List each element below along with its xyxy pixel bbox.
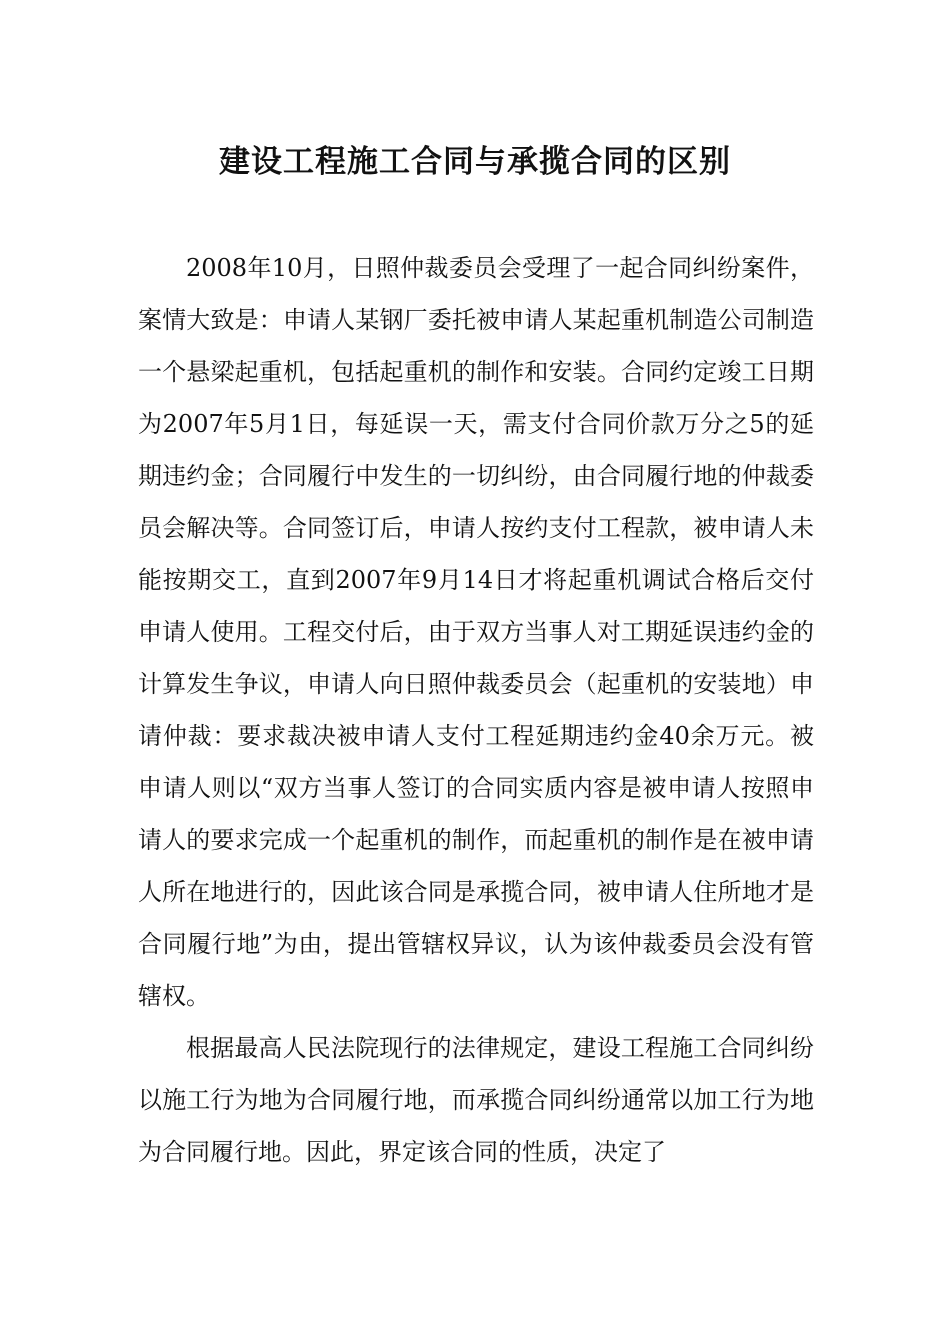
document-body [138,242,814,1178]
paragraph-legal-basis: 根据最高人民法院现行的法律规定，建设工程施工合同纠纷以施工行为地为合同履行地，而承揽合同纠纷通常以加工行为地为合同履行地。因此，界定该合同的性质，决定了 [138,1034,814,1166]
document-title: 建设工程施工合同与承揽合同的区别 [219,144,731,180]
paragraph-case-facts: 2008年10月，日照仲裁委员会受理了一起合同纠纷案件，案情大致是：申请人某钢厂委托被申请人某起重机制造公司制造一个悬梁起重机，包括起重机的制作和安装。合同约定竣工日期为2007年5月1日，每延误一天，需支付合同价款万分之5的延期违约金；合同履行中发生的一切纠纷，由合同履行地的仲裁委员会解决等。合同签订后，申请人按约支付工程款，被申请人未能按期交工，直到2007年9月14日才将起重机调试合格后交付申请人使用。工程交付后，由于双方当事人对工期延误违约金的计算发生争议，申请人向日照仲裁委员会（起重机的安装地）申请仲裁：要求裁决被申请人支付工程延期违约金40余万元。被申请人则以“双方当事人签订的合同实质内容是被申请人按照申请人的要求完成一个起重机的制作，而起重机的制作是在被申请人所在地进行的，因此该合同是承揽合同，被申请人住所地才是合同履行地”为由，提出管辖权异议，认为该仲裁委员会没有管辖权。 [138,254,814,1010]
